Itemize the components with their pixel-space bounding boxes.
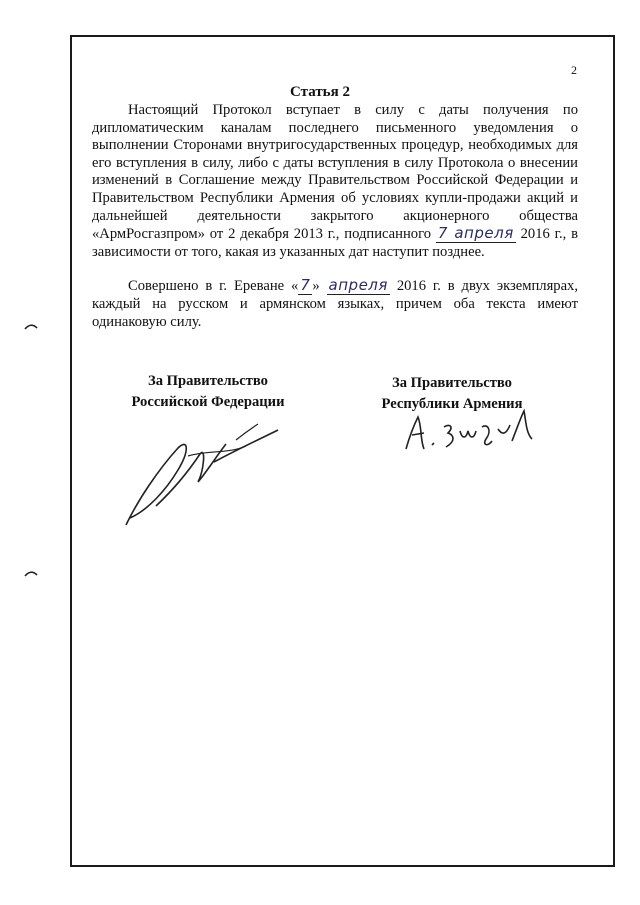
handwritten-date: 7 апреля bbox=[437, 224, 514, 243]
handwritten-day: 7 bbox=[300, 276, 311, 295]
binding-mark-icon bbox=[24, 569, 38, 577]
signatory-russian-federation bbox=[118, 371, 298, 413]
paragraph-entry-into-force bbox=[92, 102, 578, 261]
signature-russian-federation bbox=[118, 410, 288, 530]
binding-mark-icon bbox=[24, 322, 38, 330]
page-number: 2 bbox=[571, 63, 577, 77]
document-body bbox=[92, 102, 578, 331]
paragraph-text: » bbox=[312, 278, 320, 295]
signatory-line: Республики Армения bbox=[381, 396, 523, 412]
paragraph-text: Настоящий Протокол вступает в силу с даты получения по дипломатическим каналам последнего письменного уведомления о выполнении Сторонами внутригосударственных процедур, необходимых для его вступления в силу, либо с даты вступления в силу Протокола о внесении изменений в Соглашение между Правительством Российской Федерации и Правительством Республики Армения об условиях купли-продажи акций и дальнейшей деятельности закрытого акционерного общества «АрмРосгазпром» от 2 декабря 2013 г., подписанного bbox=[92, 102, 578, 243]
paragraph-text: Совершено в г. Ереване « bbox=[128, 278, 299, 295]
signatory-line: За Правительство bbox=[392, 375, 512, 391]
paragraph-text: 2016 г. в двух экземплярах, каждый на русском и армянском языках, причем оба текста имеют одинаковую силу. bbox=[92, 278, 578, 330]
handwritten-month: апреля bbox=[328, 276, 388, 295]
paragraph-done-at bbox=[92, 277, 578, 331]
article-title: Статья 2 bbox=[290, 84, 350, 100]
signatory-line: Российской Федерации bbox=[131, 394, 285, 410]
signature-republic-armenia bbox=[402, 405, 542, 455]
signatory-line: За Правительство bbox=[148, 373, 268, 389]
paragraph-text: 2016 г., в зависимости от того, какая из указанных дат наступит позднее. bbox=[92, 226, 579, 260]
